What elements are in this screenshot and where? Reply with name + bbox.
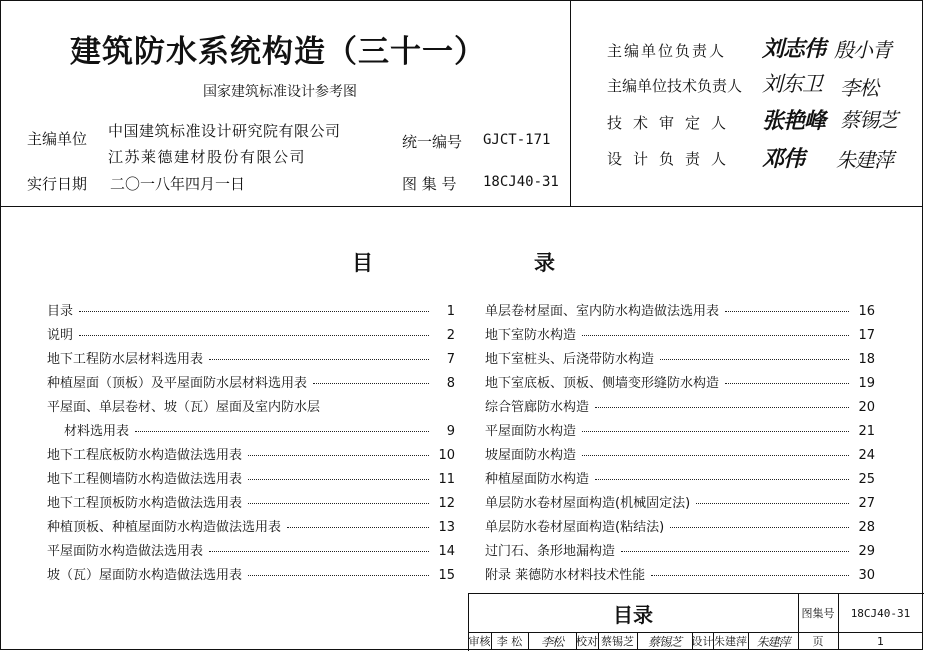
toc-leader — [696, 503, 849, 504]
header-divider — [0, 206, 923, 207]
toc-leader — [660, 359, 849, 360]
toc-entry[interactable] — [485, 300, 875, 319]
toc-entry[interactable] — [47, 324, 455, 343]
toc-entry-page: 24 — [858, 448, 875, 463]
toc-entry[interactable] — [47, 300, 455, 319]
toc-entry-page: 21 — [858, 424, 875, 439]
toc-entry-title: 地下工程顶板防水构造做法选用表 — [47, 496, 243, 511]
toc-leader — [725, 311, 849, 312]
editor-unit-line1: 中国建筑标准设计研究院有限公司 — [108, 122, 341, 140]
toc-entry-page: 1 — [446, 304, 455, 319]
toc-entry[interactable] — [47, 444, 455, 463]
toc-entry-title: 综合管廊防水构造 — [485, 400, 590, 415]
toc-entry[interactable] — [485, 492, 875, 511]
toc-entry[interactable] — [47, 516, 455, 535]
toc-entry-page: 14 — [438, 544, 455, 559]
toc-leader — [79, 335, 429, 336]
toc-leader — [248, 455, 429, 456]
toc-entry[interactable] — [485, 324, 875, 343]
toc-entry-page: 8 — [446, 376, 455, 391]
toc-heading-left: 目 — [352, 251, 373, 275]
toc-entry-title: 过门石、条形地漏构造 — [485, 544, 616, 559]
design-label: 设计 — [691, 635, 714, 648]
toc-entry-title: 种植屋面（顶板）及平屋面防水层材料选用表 — [47, 376, 308, 391]
toc-entry-page: 7 — [446, 352, 455, 367]
toc-entry[interactable] — [485, 420, 875, 439]
check-signature: 蔡锡芝 — [647, 634, 681, 649]
page-label: 页 — [812, 635, 824, 648]
toc-leader — [582, 335, 849, 336]
toc-entry-page: 27 — [858, 496, 875, 511]
toc-entry-page: 13 — [438, 520, 455, 535]
toc-entry-page: 2 — [446, 328, 455, 343]
responsible-role-1: 主编单位负责人 — [607, 42, 727, 60]
review-signature: 李松 — [540, 634, 563, 649]
toc-entry-title: 目录 — [47, 304, 74, 319]
toc-entry[interactable] — [485, 516, 875, 535]
toc-leader — [287, 527, 429, 528]
toc-entry-page: 15 — [438, 568, 455, 583]
editor-unit-line2: 江苏莱德建材股份有限公司 — [108, 148, 307, 166]
implementation-date-value: 二〇一八年四月一日 — [110, 175, 246, 193]
toc-entry-title: 坡（瓦）屋面防水构造做法选用表 — [47, 568, 243, 583]
responsible-signature-1a: 刘志伟 — [762, 36, 826, 62]
unified-number-label: 统一编号 — [402, 133, 463, 151]
toc-entry-title: 种植屋面防水构造 — [485, 472, 590, 487]
toc-entry-page: 19 — [858, 376, 875, 391]
toc-entry-title: 地下工程防水层材料选用表 — [47, 352, 204, 367]
toc-entry-continued[interactable] — [47, 396, 455, 415]
toc-entry-title: 平屋面、单层卷材、坡（瓦）屋面及室内防水层 — [47, 400, 321, 415]
toc-entry[interactable] — [485, 348, 875, 367]
responsible-signature-3a: 张艳峰 — [762, 108, 826, 134]
document-subtitle: 国家建筑标准设计参考图 — [203, 84, 357, 100]
toc-leader — [135, 431, 429, 432]
toc-entry-title: 附录 莱德防水材料技术性能 — [485, 568, 646, 583]
toc-entry-title: 平屋面防水构造做法选用表 — [47, 544, 204, 559]
toc-leader — [670, 527, 849, 528]
unified-number-value: GJCT-171 — [483, 132, 551, 148]
review-name: 李 松 — [496, 635, 523, 648]
toc-entry-title: 坡屋面防水构造 — [485, 448, 577, 463]
responsible-role-2: 主编单位技术负责人 — [607, 77, 743, 95]
toc-entry-title: 单层卷材屋面、室内防水构造做法选用表 — [485, 304, 720, 319]
editor-unit-label: 主编单位 — [27, 130, 88, 148]
toc-entry-title: 种植顶板、种植屋面防水构造做法选用表 — [47, 520, 282, 535]
toc-entry-page: 12 — [438, 496, 455, 511]
toc-leader — [313, 383, 429, 384]
implementation-date-label: 实行日期 — [27, 175, 88, 193]
toc-entry-title: 地下室桩头、后浇带防水构造 — [485, 352, 655, 367]
sheet-title: 目录 — [613, 602, 653, 627]
toc-entry[interactable] — [485, 372, 875, 391]
toc-entry-page: 25 — [858, 472, 875, 487]
atlas-number-value: 18CJ40-31 — [483, 174, 559, 190]
toc-leader — [209, 359, 429, 360]
toc-entry-page: 30 — [858, 568, 875, 583]
toc-entry-title: 单层防水卷材屋面构造(粘结法) — [485, 520, 665, 535]
toc-entry-title: 平屋面防水构造 — [485, 424, 577, 439]
document-title: 建筑防水系统构造（三十一） — [70, 34, 486, 70]
toc-leader — [725, 383, 849, 384]
responsible-signature-4a: 邓伟 — [762, 146, 805, 172]
toc-entry[interactable] — [485, 444, 875, 463]
toc-entry-title: 地下室防水构造 — [485, 328, 577, 343]
toc-entry-title: 材料选用表 — [64, 424, 130, 439]
toc-entry-title: 单层防水卷材屋面构造(机械固定法) — [485, 496, 691, 511]
toc-entry[interactable] — [47, 468, 455, 487]
responsible-signature-2b: 李松 — [840, 76, 878, 100]
toc-entry-page: 17 — [858, 328, 875, 343]
toc-leader — [651, 575, 849, 576]
toc-leader — [621, 551, 849, 552]
responsible-signature-1b: 殷小青 — [834, 38, 891, 62]
toc-entry[interactable] — [485, 468, 875, 487]
toc-entry-page: 10 — [438, 448, 455, 463]
toc-entry[interactable] — [47, 564, 455, 583]
design-signature: 朱建萍 — [756, 634, 790, 649]
toc-leader — [582, 431, 849, 432]
check-label: 校对 — [576, 635, 598, 648]
responsible-role-3: 技术审定人 — [607, 114, 738, 132]
toc-entry[interactable] — [47, 540, 455, 559]
header-column-divider — [570, 0, 571, 206]
toc-entry[interactable] — [47, 372, 455, 391]
check-name: 蔡锡芝 — [601, 635, 634, 648]
toc-entry-page: 28 — [858, 520, 875, 535]
toc-entry[interactable] — [485, 540, 875, 559]
review-label: 审核 — [468, 635, 491, 648]
title-block-atlas-value: 18CJ40-31 — [850, 606, 911, 620]
toc-leader — [582, 455, 849, 456]
page-number: 1 — [877, 634, 884, 648]
toc-entry-page: 11 — [438, 472, 455, 487]
toc-entry-title: 地下工程侧墙防水构造做法选用表 — [47, 472, 243, 487]
responsible-signature-4b: 朱建萍 — [836, 148, 893, 172]
toc-entry[interactable] — [64, 420, 455, 439]
toc-entry-title: 说明 — [47, 328, 74, 343]
toc-entry[interactable] — [47, 492, 455, 511]
toc-leader — [79, 311, 429, 312]
toc-entry[interactable] — [485, 564, 875, 583]
toc-entry-page: 20 — [858, 400, 875, 415]
responsible-role-4: 设计负责人 — [607, 150, 738, 168]
atlas-number-label: 图 集 号 — [402, 175, 457, 193]
toc-entry-page: 9 — [446, 424, 455, 439]
toc-leader — [248, 575, 429, 576]
title-block-atlas-label: 图集号 — [801, 607, 835, 620]
responsible-signature-3b: 蔡锡芝 — [840, 108, 897, 132]
toc-leader — [595, 479, 849, 480]
toc-leader — [209, 551, 429, 552]
toc-entry-title: 地下工程底板防水构造做法选用表 — [47, 448, 243, 463]
toc-leader — [248, 479, 429, 480]
toc-leader — [248, 503, 429, 504]
responsible-signature-2a: 刘东卫 — [762, 72, 822, 96]
toc-entry-page: 29 — [858, 544, 875, 559]
toc-entry[interactable] — [47, 348, 455, 367]
design-name: 朱建萍 — [714, 635, 747, 648]
toc-entry-page: 16 — [858, 304, 875, 319]
toc-entry-page: 18 — [858, 352, 875, 367]
toc-entry[interactable] — [485, 396, 875, 415]
toc-heading-right: 录 — [534, 251, 555, 275]
toc-entry-title: 地下室底板、顶板、侧墙变形缝防水构造 — [485, 376, 720, 391]
toc-leader — [595, 407, 849, 408]
